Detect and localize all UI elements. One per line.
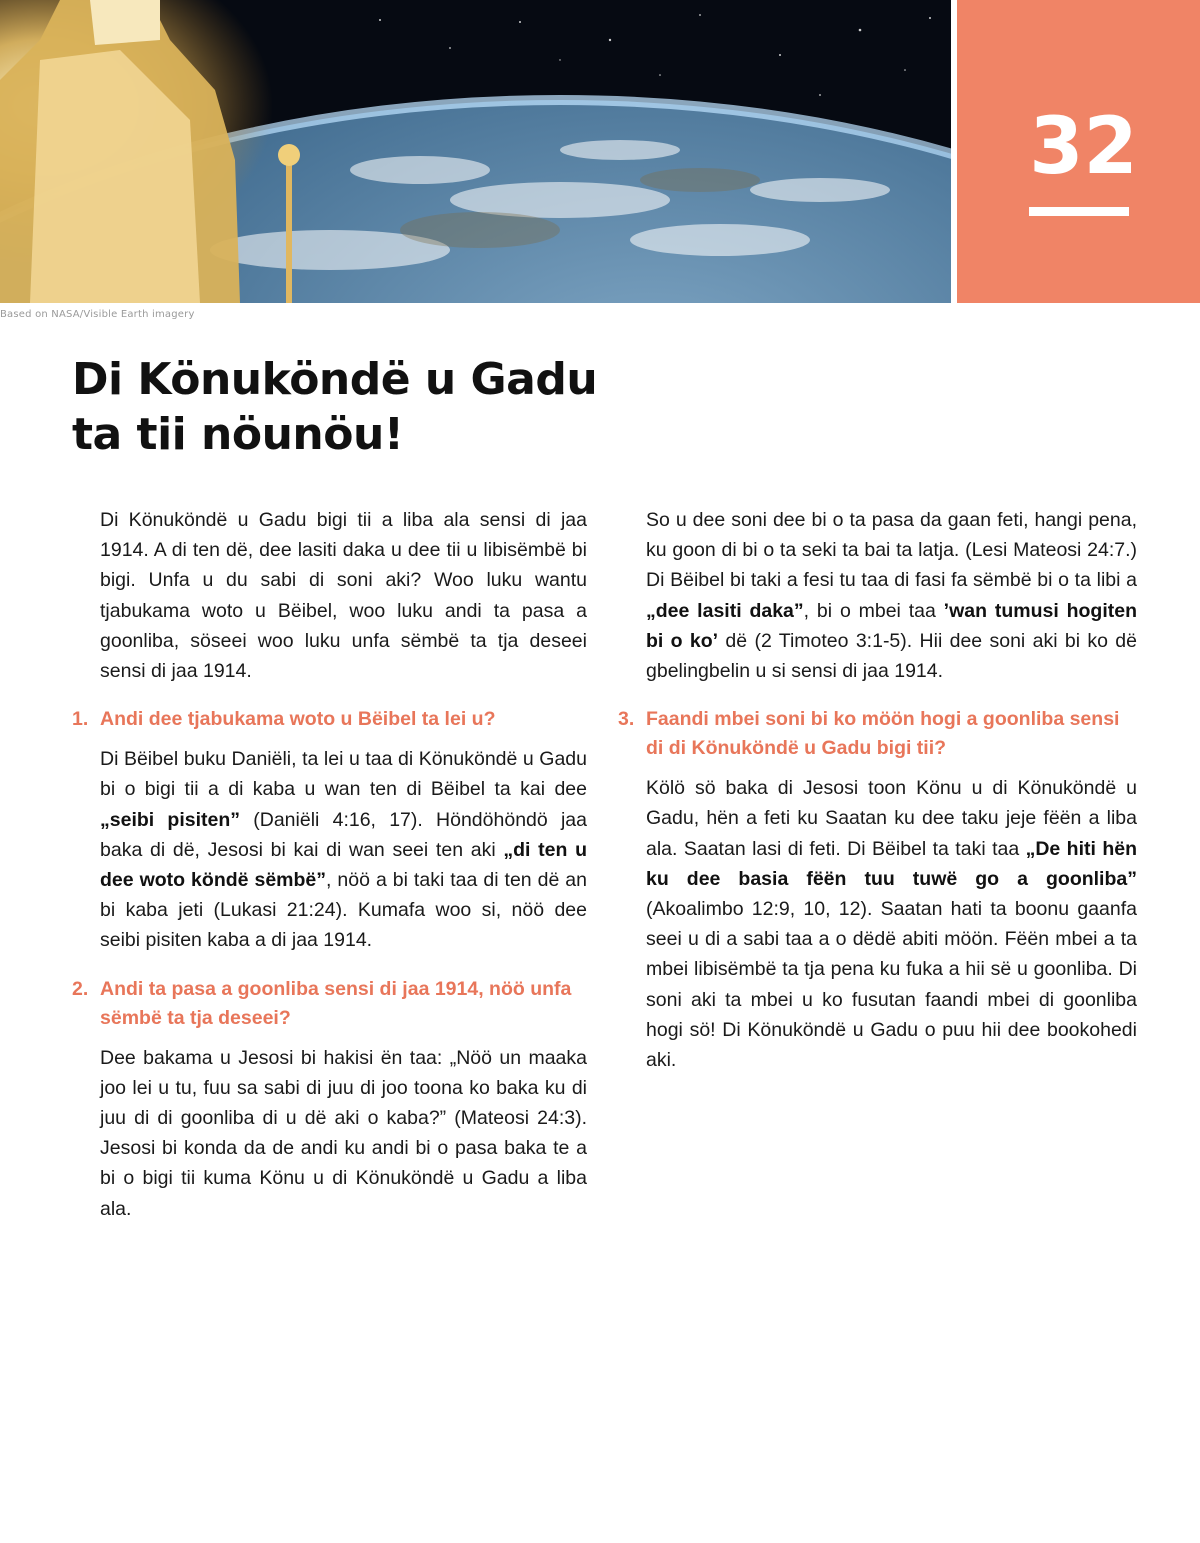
bold-quote: „dee lasiti daka” xyxy=(646,599,804,622)
header-image xyxy=(0,0,951,303)
bold-quote: ’wan tumusi hogiten bi o ko’ xyxy=(646,599,1138,652)
right-column xyxy=(618,505,1137,1094)
question-1-heading xyxy=(72,705,587,734)
lesson-number: 32 xyxy=(1029,102,1138,192)
page-title xyxy=(72,352,692,462)
badge-underline xyxy=(1029,207,1129,216)
answer-paragraph-2-continued xyxy=(646,505,1137,686)
question-number: 2. xyxy=(72,977,89,1000)
text-run: dë (2 Timoteo 3:1-5). Hii dee soni aki bi ko dë gbelingbelin u si sensi di jaa 1914. xyxy=(646,629,1137,683)
text-run: (Akoalimbo 12:9, 10, 12). Saatan hati ta boonu gaanfa seei u di a sabi taa a o dëdë abiti möön. Fëën mbei a ta mbei libisëmbë ta tja pena ku fuka a hii së u goonliba. Di soni aki ta mbei u ko fusutan faandi mbei di goonliba hogi sö! Di Könuköndë u Gadu o puu hii dee bookohedi aki. xyxy=(646,898,1137,1072)
answer-paragraph-3 xyxy=(646,773,1137,1075)
intro-paragraph: Di Könuköndë u Gadu bigi tii a liba ala sensi di jaa 1914. A di ten dë, dee lasiti daka u dee tii u libisëmbë bi bigi. Unfa u du sabi di soni aki? Woo luku wantu tjabukama woto u Bëibel, woo luku andi ta pasa a goonliba, söseei woo luku unfa sëmbë ta tja deseei sensi di jaa 1914. xyxy=(100,509,587,683)
text-run: Dee bakama u Jesosi bi hakisi ën taa: „Nöö un maaka joo lei u tu, fuu sa sabi di juu di joo toona ko baka ku di juu di di goonliba di u dë aki o kaba?” (Mateosi 24:3). Jesosi bi konda da de andi ku andi bi o pasa baka te a bi o bigi tii kuma Könu u di Könuköndë u Gadu a liba ala. xyxy=(100,1046,587,1220)
text-run: So u dee soni dee bi o ta pasa da gaan feti, hangi pena, ku goon di bi o ta seki ta bai ta latja. (Lesi Mateosi 24:7.) Di Bëibel bi taki a fesi tu taa di fasi fa sëmbë bi o ta libi a xyxy=(646,509,1137,592)
bold-quote: „seibi pisiten” xyxy=(100,808,241,831)
answer-paragraph-1 xyxy=(100,744,587,955)
text-run: , bi o mbei taa xyxy=(803,599,944,622)
text-run: , nöö a bi taki taa di ten dë an bi kaba jeti (Lukasi 21:24). Kumafa woo si, nöö dee seibi pisiten kaba a di jaa 1914. xyxy=(100,869,587,952)
text-run: (Daniëli 4:16, 17). Höndöhöndö jaa baka di dë, Jesosi bi kai di wan seei ten aki xyxy=(100,808,587,861)
title-line-1: Di Könuköndë u Gadu xyxy=(72,354,598,405)
question-2-heading xyxy=(72,975,587,1033)
text-run: Kölö sö baka di Jesosi toon Könu u di Könuköndë u Gadu, hën a feti ku Saatan ku dee taku jeje fëën a liba ala. Saatan lasi di feti. Di Bëibel ta taki taa xyxy=(646,777,1137,860)
question-number: 1. xyxy=(72,708,89,731)
question-text: Andi ta pasa a goonliba sensi di jaa 1914, nöö unfa sëmbë ta tja deseei? xyxy=(100,977,572,1029)
question-text: Andi dee tjabukama woto u Bëibel ta lei u? xyxy=(100,708,496,731)
left-column xyxy=(72,505,587,1243)
title-line-2: ta tii nöunöu! xyxy=(72,409,404,460)
text-run: Di Bëibel buku Daniëli, ta lei u taa di Könuköndë u Gadu bi o bigi tii a di kaba u wan ten di Bëibel ta kai dee xyxy=(100,748,587,801)
answer-paragraph-2 xyxy=(100,1043,587,1224)
image-credit: Based on NASA/Visible Earth imagery xyxy=(0,309,195,320)
bold-quote: „De hiti hën ku dee basia fëën tuu tuwë go a goonliba” xyxy=(646,837,1138,890)
question-text: Faandi mbei soni bi ko möön hogi a goonliba sensi di di Könuköndë u Gadu bigi tii? xyxy=(646,708,1120,760)
question-number: 3. xyxy=(618,708,635,731)
earth-from-space-illustration xyxy=(0,0,951,303)
bold-quote: „di ten u dee woto köndë sëmbë” xyxy=(100,838,587,892)
lesson-number-badge xyxy=(957,0,1200,303)
question-3-heading xyxy=(618,705,1137,763)
